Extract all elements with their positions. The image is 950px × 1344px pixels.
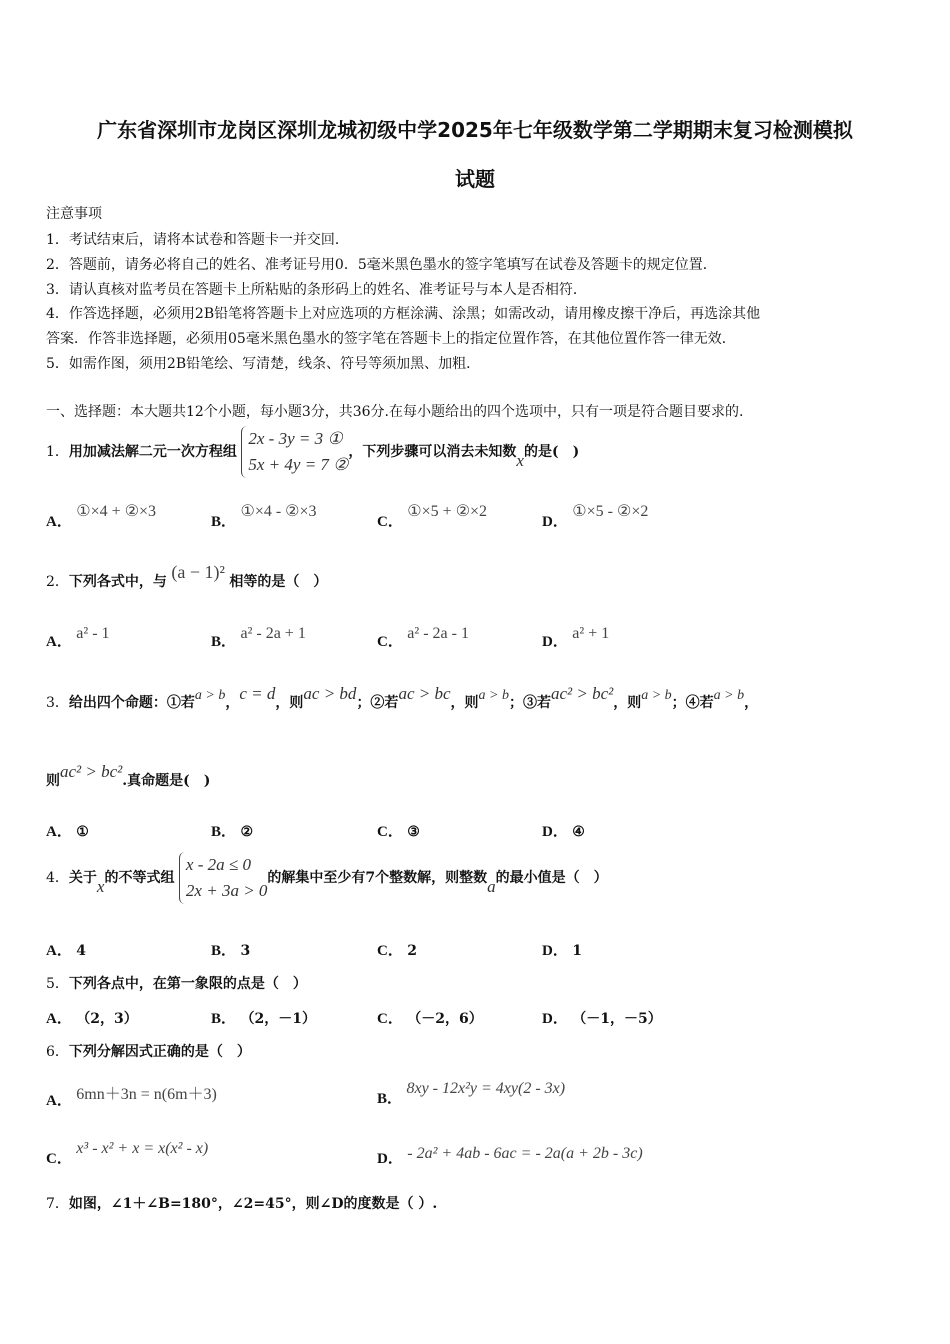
- question-text: 的是( ): [523, 444, 580, 460]
- math-variable: x: [516, 451, 524, 470]
- equation-2: 5x + 4y = 7 ②: [248, 455, 349, 474]
- notice-item: 答案．作答非选择题，必须用05毫米黑色墨水的签字笔在答题卡上的指定位置作答，在其他位置作答一律无效．: [46, 331, 736, 347]
- option-b[interactable]: B． a² - 2a + 1: [211, 625, 306, 650]
- option-d[interactable]: D． ①×5 - ②×2: [542, 503, 649, 530]
- option-b[interactable]: B． 3: [211, 943, 251, 959]
- option-c[interactable]: C． ③: [377, 824, 420, 840]
- question-1: [46, 426, 579, 478]
- document-title-line1: 广东省深圳市龙岗区深圳龙城初级中学2025年七年级数学第二学期期末复习检测模拟: [97, 118, 853, 142]
- question-3-line2: 则ac² > bc².真命题是( ): [46, 762, 211, 789]
- notice-item: 3．请认真核对监考员在答题卡上所粘贴的条形码上的姓名、准考证号与本人是否相符．: [46, 282, 587, 298]
- option-a[interactable]: A． ①: [46, 824, 89, 840]
- option-a[interactable]: A． 4: [46, 943, 87, 959]
- question-text: ，下列步骤可以消去未知数: [348, 444, 517, 460]
- question-text: 用加减法解二元一次方程组: [68, 444, 237, 460]
- option-b[interactable]: B． ①×4 - ②×3: [211, 503, 317, 530]
- option-b[interactable]: B． ②: [211, 824, 254, 840]
- option-c[interactable]: C． x³ - x² + x = x(x² - x): [46, 1140, 209, 1167]
- option-a[interactable]: A． （2，3）: [46, 1011, 138, 1027]
- option-a[interactable]: A． 6mn＋3n = n(6m＋3): [46, 1086, 217, 1109]
- option-b[interactable]: B． （2，－1）: [211, 1011, 316, 1027]
- question-4: 4．关于x的不等式组 x - 2a ≤ 0 2x + 3a > 0 的解集中至少有7个整数解，则整数a的最小值是（ ）: [46, 852, 608, 904]
- inequality-system: x - 2a ≤ 0 2x + 3a > 0: [179, 852, 268, 904]
- notice-item: 4．作答选择题，必须用2B铅笔将答题卡上对应选项的方框涂满、涂黑；如需改动，请用橡皮擦干净后，再选涂其他: [46, 306, 761, 322]
- option-d[interactable]: D． ④: [542, 824, 585, 840]
- question-6: 6．下列分解因式正确的是（ ）: [46, 1044, 251, 1060]
- notice-heading: 注意事项: [46, 206, 102, 222]
- section-heading: 一、选择题：本大题共12个小题，每小题3分，共36分.在每小题给出的四个选项中，只有一项是符合题目要求的.: [46, 404, 744, 420]
- equation-system: [241, 426, 348, 478]
- question-number: 1．: [46, 444, 69, 460]
- notice-item: 1．考试结束后，请将本试卷和答题卡一并交回．: [46, 232, 349, 248]
- notice-item: 2．答题前，请务必将自己的姓名、准考证号用0．5毫米黑色墨水的签字笔填写在试卷及答题卡的规定位置．: [46, 257, 717, 273]
- option-c[interactable]: C． a² - 2a - 1: [377, 625, 469, 650]
- option-b[interactable]: B． 8xy - 12x²y = 4xy(2 - 3x): [377, 1080, 566, 1107]
- question-7: 7．如图，∠1＋∠B=180°，∠2=45°，则∠D的度数是（ ）.: [46, 1196, 438, 1212]
- option-d[interactable]: D． 1: [542, 943, 583, 959]
- notice-item: 5．如需作图，须用2B铅笔绘、写清楚，线条、符号等须加黑、加粗．: [46, 356, 481, 372]
- option-d[interactable]: D． - 2a² + 4ab - 6ac = - 2a(a + 2b - 3c): [377, 1145, 643, 1167]
- math-expression: (a − 1)²: [171, 562, 225, 582]
- document-title-line2: 试题: [455, 167, 495, 191]
- option-a[interactable]: A． a² - 1: [46, 625, 110, 650]
- option-c[interactable]: C． 2: [377, 943, 418, 959]
- option-d[interactable]: D． （－1，－5）: [542, 1011, 662, 1027]
- option-d[interactable]: D． a² + 1: [542, 625, 610, 650]
- option-c[interactable]: C． （－2，6）: [377, 1011, 483, 1027]
- equation-1: 2x - 3y = 3 ①: [248, 429, 343, 448]
- option-c[interactable]: C． ①×5 + ②×2: [377, 503, 488, 530]
- question-5: 5．下列各点中，在第一象限的点是（ ）: [46, 976, 307, 992]
- question-2: 2．下列各式中，与 (a − 1)² 相等的是（ ）: [46, 562, 328, 590]
- option-a[interactable]: A． ①×4 + ②×3: [46, 503, 157, 530]
- question-3: 3．给出四个命题：①若a > b，c = d，则ac > bd；②若ac > bc，则a > b；③若ac² > bc²，则a > b；④若a > b，: [46, 684, 759, 711]
